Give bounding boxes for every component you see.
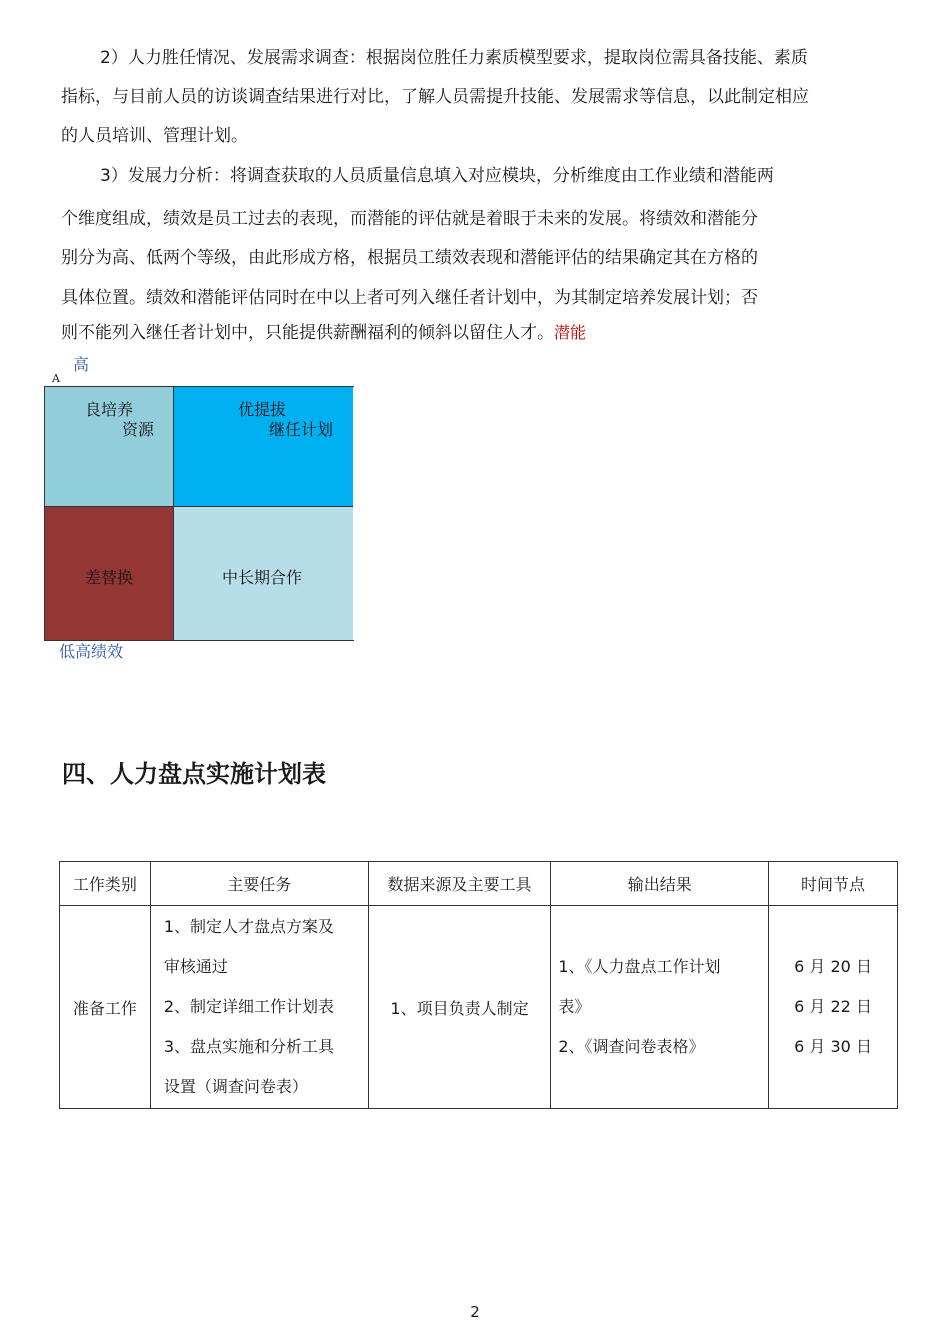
row-dates xyxy=(769,906,898,1109)
output-line: 表》 xyxy=(558,997,591,1016)
row-outputs xyxy=(551,906,769,1109)
paragraph-3-line-5 xyxy=(61,321,586,345)
matrix-border xyxy=(44,386,354,641)
matrix-cell-top-left-label-2: 资源 xyxy=(122,420,155,439)
paragraph-3-line-2: 个维度组成，绩效是员工过去的表现，而潜能的评估就是着眼于未来的发展。将绩效和潜能分 xyxy=(61,209,758,229)
row-source: 1、项目负责人制定 xyxy=(368,906,551,1109)
paragraph-2-line-2: 指标，与目前人员的访谈调查结果进行对比，了解人员需提升技能、发展需求等信息，以此制定相应 xyxy=(61,87,809,107)
paragraph-2-line-3: 的人员培训、管理计划。 xyxy=(61,126,248,146)
task-line: 3、盘点实施和分析工具 xyxy=(163,1037,335,1056)
matrix-cell-top-right-label-1: 优提拔 xyxy=(238,400,287,419)
table-header-category: 工作类别 xyxy=(60,862,151,906)
table-header-output: 输出结果 xyxy=(551,862,769,906)
output-line: 1、《人力盘点工作计划 xyxy=(558,957,721,976)
row-category: 准备工作 xyxy=(60,906,151,1109)
axis-bottom-label: 低高绩效 xyxy=(59,642,124,661)
matrix-cell-top-left-label-1: 良培养 xyxy=(85,400,134,419)
table-header-row xyxy=(60,862,898,906)
plan-table xyxy=(59,861,898,1109)
output-line: 2、《调查问卷表格》 xyxy=(558,1037,705,1056)
task-line: 1、制定人才盘点方案及 xyxy=(163,917,335,936)
axis-a-label: A xyxy=(52,372,60,385)
axis-high-label: 高 xyxy=(73,355,90,374)
table-row xyxy=(60,906,898,1109)
matrix-cell-bottom-left-label: 差替换 xyxy=(85,568,134,587)
table-header-tasks: 主要任务 xyxy=(150,862,368,906)
date-line: 6 月 22 日 xyxy=(794,997,872,1016)
paragraph-3-line-4: 具体位置。绩效和潜能评估同时在中以上者可列入继任者计划中，为其制定培养发展计划；否 xyxy=(61,288,758,308)
potential-axis-label: 潜能 xyxy=(554,323,587,342)
matrix-cell-bottom-right-label: 中长期合作 xyxy=(222,568,303,587)
row-tasks xyxy=(150,906,368,1109)
matrix-cell-top-right-label-2: 继任计划 xyxy=(269,420,334,439)
task-line: 设置（调查问卷表） xyxy=(163,1077,308,1096)
task-line: 审核通过 xyxy=(163,957,228,976)
date-line: 6 月 20 日 xyxy=(794,957,872,976)
table-header-time: 时间节点 xyxy=(769,862,898,906)
task-line: 2、制定详细工作计划表 xyxy=(163,997,335,1016)
paragraph-3-line-1: 3）发展力分析：将调查获取的人员质量信息填入对应模块，分析维度由工作业绩和潜能两 xyxy=(100,166,774,186)
paragraph-3-line-3: 别分为高、低两个等级，由此形成方格，根据员工绩效表现和潜能评估的结果确定其在方格的 xyxy=(61,248,758,268)
table-header-source: 数据来源及主要工具 xyxy=(368,862,551,906)
paragraph-2-line-1: 2）人力胜任情况、发展需求调查：根据岗位胜任力素质模型要求，提取岗位需具备技能、素质 xyxy=(100,48,808,68)
paragraph-3-line-5-text: 则不能列入继任者计划中，只能提供薪酬福利的倾斜以留住人才。 xyxy=(61,323,554,343)
date-line: 6 月 30 日 xyxy=(794,1037,872,1056)
section-title: 四、人力盘点实施计划表 xyxy=(62,760,326,788)
page-number: 2 xyxy=(470,1303,480,1321)
